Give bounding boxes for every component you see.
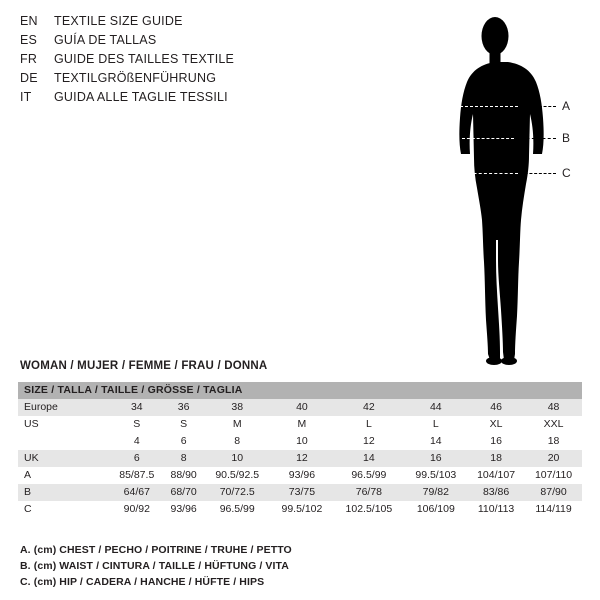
table-cell: 34: [110, 399, 164, 416]
table-row: [18, 450, 582, 467]
title-text: GUIDE DES TAILLES TEXTILE: [54, 52, 235, 66]
footnote-c: C. (cm) HIP / CADERA / HANCHE / HÜFTE / HIPS: [20, 576, 265, 588]
table-cell: 88/90: [164, 467, 204, 484]
table-cell: 42: [333, 399, 404, 416]
table-cell: 46: [467, 399, 525, 416]
body-figure-diagram: [400, 8, 600, 368]
table-cell: 16: [405, 450, 467, 467]
table-header-row: [18, 382, 582, 399]
title-text: TEXTILGRÖßENFÜHRUNG: [54, 71, 217, 85]
table-cell: 102.5/105: [333, 501, 404, 518]
table-cell: 10: [204, 450, 271, 467]
table-cell: 99.5/103: [405, 467, 467, 484]
table-header-cell: SIZE / TALLA / TAILLE / GRÖSSE / TAGLIA: [18, 382, 582, 399]
table-cell: 18: [467, 450, 525, 467]
title-lang-code: FR: [20, 52, 38, 66]
table-cell: 85/87.5: [110, 467, 164, 484]
table-cell: 96.5/99: [204, 501, 271, 518]
table-body: [18, 399, 582, 518]
table-cell: XXL: [525, 416, 582, 433]
table-cell: L: [333, 416, 404, 433]
measure-label-c: C: [562, 166, 571, 180]
table-row: [18, 433, 582, 450]
title-row: [20, 71, 360, 90]
table-row: [18, 501, 582, 518]
table-cell: 93/96: [164, 501, 204, 518]
table-cell: M: [271, 416, 333, 433]
table-cell: 107/110: [525, 467, 582, 484]
table-cell: 106/109: [405, 501, 467, 518]
table-cell: 48: [525, 399, 582, 416]
table-cell: 87/90: [525, 484, 582, 501]
title-row: [20, 52, 360, 71]
measure-label-b: B: [562, 131, 571, 145]
table-cell: M: [204, 416, 271, 433]
table-cell: 40: [271, 399, 333, 416]
table-cell: 114/119: [525, 501, 582, 518]
table-cell: 93/96: [271, 467, 333, 484]
table-cell: 90.5/92.5: [204, 467, 271, 484]
table-cell: 83/86: [467, 484, 525, 501]
size-table: [18, 382, 582, 518]
table-cell: 6: [164, 433, 204, 450]
female-body-silhouette-icon: [430, 8, 560, 368]
table-cell: S: [164, 416, 204, 433]
table-cell: 16: [467, 433, 525, 450]
table-cell: 6: [110, 450, 164, 467]
table-cell: 14: [405, 433, 467, 450]
table-cell: 38: [204, 399, 271, 416]
row-label: [18, 433, 110, 450]
table-cell: 76/78: [333, 484, 404, 501]
title-row: [20, 33, 360, 52]
measure-line-c-outer: [520, 173, 556, 174]
table-cell: 18: [525, 433, 582, 450]
title-lang-code: EN: [20, 14, 38, 28]
title-lang-code: DE: [20, 71, 38, 85]
table-cell: 4: [110, 433, 164, 450]
table-cell: L: [405, 416, 467, 433]
table-cell: 20: [525, 450, 582, 467]
row-label: UK: [18, 450, 110, 467]
row-label: B: [18, 484, 110, 501]
table-header: [18, 382, 582, 399]
title-text: GUIDA ALLE TAGLIE TESSILI: [54, 90, 228, 104]
title-lang-code: ES: [20, 33, 38, 47]
measure-line-b-inner: [462, 138, 514, 139]
table-cell: 68/70: [164, 484, 204, 501]
table-cell: 14: [333, 450, 404, 467]
table-cell: XL: [467, 416, 525, 433]
table-cell: 44: [405, 399, 467, 416]
footnote-a: A. (cm) CHEST / PECHO / POITRINE / TRUHE / PETTO: [20, 544, 292, 556]
table-cell: 110/113: [467, 501, 525, 518]
row-label: A: [18, 467, 110, 484]
title-block: [20, 14, 360, 109]
table-cell: 99.5/102: [271, 501, 333, 518]
footnote-b: B. (cm) WAIST / CINTURA / TAILLE / HÜFTUNG / VITA: [20, 560, 289, 572]
table-cell: 36: [164, 399, 204, 416]
table-cell: 70/72.5: [204, 484, 271, 501]
section-label-woman: WOMAN / MUJER / FEMME / FRAU / DONNA: [20, 360, 268, 372]
title-row: [20, 14, 360, 33]
table-cell: S: [110, 416, 164, 433]
table-cell: 12: [271, 450, 333, 467]
table-cell: 8: [204, 433, 271, 450]
measure-line-c-inner: [458, 173, 518, 174]
table-cell: 96.5/99: [333, 467, 404, 484]
measure-line-b-outer: [516, 138, 556, 139]
table-row: [18, 399, 582, 416]
table-cell: 8: [164, 450, 204, 467]
table-cell: 90/92: [110, 501, 164, 518]
measure-label-a: A: [562, 99, 571, 113]
measure-line-a-outer: [520, 106, 556, 107]
title-lang-code: IT: [20, 90, 32, 104]
title-text: GUÍA DE TALLAS: [54, 33, 157, 47]
footnote-block: [20, 542, 580, 590]
title-text: TEXTILE SIZE GUIDE: [54, 14, 183, 28]
table-cell: 104/107: [467, 467, 525, 484]
table-cell: 73/75: [271, 484, 333, 501]
measure-line-a-inner: [460, 106, 518, 107]
table-row: [18, 416, 582, 433]
table-row: [18, 484, 582, 501]
table-cell: 10: [271, 433, 333, 450]
table-cell: 79/82: [405, 484, 467, 501]
row-label: Europe: [18, 399, 110, 416]
table-cell: 12: [333, 433, 404, 450]
title-row: [20, 90, 360, 109]
table-cell: 64/67: [110, 484, 164, 501]
row-label: C: [18, 501, 110, 518]
row-label: US: [18, 416, 110, 433]
table-row: [18, 467, 582, 484]
